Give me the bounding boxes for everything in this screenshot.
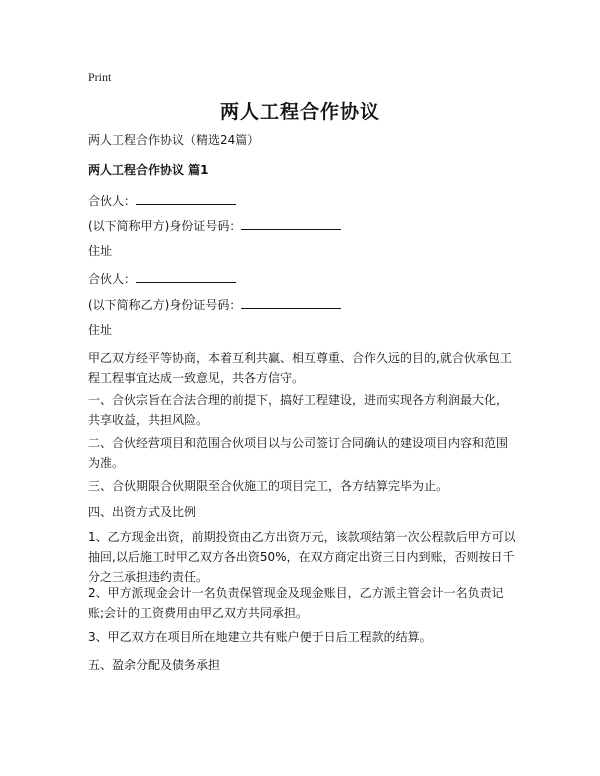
party-b-id-label: (以下简称乙方)身份证号码： (88, 298, 242, 312)
paragraph-clause-3: 三、合伙期限合伙期限至合伙施工的项目完工，各方结算完毕为止。 (88, 479, 449, 493)
party-b-address-label: 住址 (88, 323, 113, 337)
section-heading: 两人工程合作协议 篇1 (88, 163, 209, 177)
party-b-id-line (88, 294, 341, 315)
paragraph-clause-4-item-2: 2、甲方派现金会计一名负责保管现金及现金账目，乙方派主管会计一名负责记账;会计的工资费用由甲乙双方共同承担。 (88, 586, 504, 620)
paragraph-clause-4-item-1: 1、乙方现金出资，前期投资由乙方出资万元，该款项结第一次公程款后甲方可以抽回,以后施工时甲乙双方各出资50%，在双方商定出资三日内到账，否则按日千分之三承担违约责任。 (88, 530, 516, 584)
party-a-partner-label: 合伙人： (88, 194, 137, 208)
paragraph-clause-2: 二、合伙经营项目和范围合伙项目以与公司签订合同确认的建设项目内容和范围为准。 (88, 436, 509, 470)
party-a-id-label: (以下简称甲方)身份证号码： (88, 219, 242, 233)
paragraph-clause-5-heading: 五、盈余分配及债务承担 (88, 658, 221, 672)
paragraph-preamble: 甲乙双方经平等协商，本着互利共赢、相互尊重、合作久远的目的,就合伙承包工程工程事宜达成一致意见，共各方信守。 (88, 351, 512, 385)
party-b-partner-blank (136, 268, 236, 283)
party-a-id-blank (241, 215, 341, 230)
party-a-partner-line (88, 190, 236, 211)
party-a-partner-blank (136, 190, 236, 205)
print-label: Print (88, 70, 112, 84)
paragraph-clause-4-item-3: 3、甲乙双方在项目所在地建立共有账户便于日后工程款的结算。 (88, 630, 432, 644)
document-subtitle: 两人工程合作协议（精选24篇） (88, 133, 260, 147)
paragraph-clause-4-heading: 四、出资方式及比例 (88, 505, 197, 519)
party-b-partner-label: 合伙人： (88, 272, 137, 286)
party-a-address-label: 住址 (88, 244, 113, 258)
paragraph-clause-1: 一、合伙宗旨在合法合理的前提下，搞好工程建设，进而实现各方利润最大化，共享收益，共担风险。 (88, 393, 509, 427)
party-b-id-blank (241, 294, 341, 309)
party-b-partner-line (88, 268, 236, 289)
party-a-id-line (88, 215, 341, 236)
document-title: 两人工程合作协议 (219, 101, 380, 123)
